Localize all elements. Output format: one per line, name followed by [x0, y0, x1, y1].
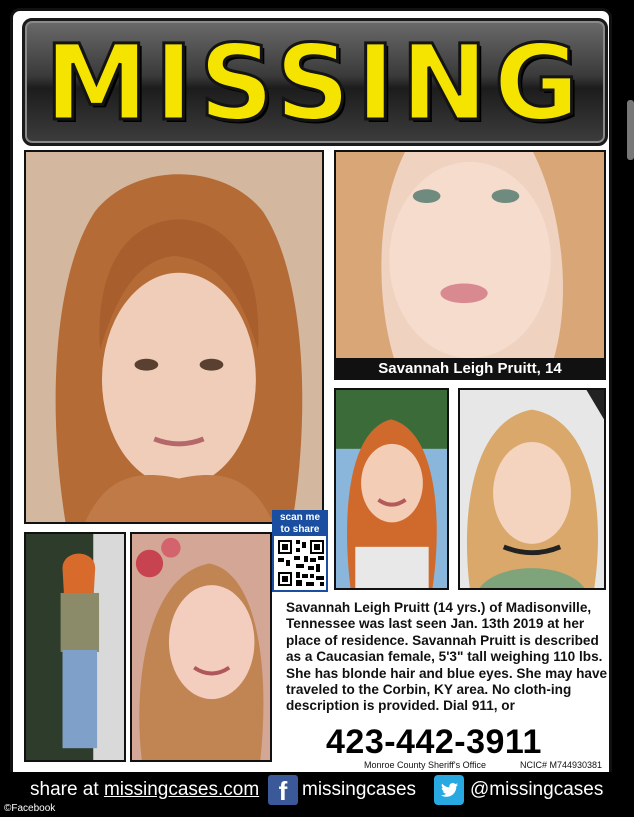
- share-site[interactable]: missingcases.com: [103, 779, 260, 800]
- photo-selfie: [334, 150, 606, 364]
- twitter-icon[interactable]: [434, 775, 464, 805]
- description-text: Savannah Leigh Pruitt (14 yrs.) of Madisonville, Tennessee was last seen Jan. 13th 2019 at her place of residence. Savannah Pruitt is described as a Caucasian female, 5'3" tall weighing 110 lbs. She has blonde hair and blue eyes. She may have traveled to the Corbin, KY area. No cloth-ing description is provided. Dial 911, or: [286, 600, 608, 714]
- twitter-bird-icon: [434, 775, 464, 805]
- photo-full-body: [24, 532, 126, 762]
- share-prefix: share at: [30, 779, 104, 800]
- photo-floral: [130, 532, 272, 762]
- missing-banner: [22, 18, 608, 146]
- scrollbar-thumb[interactable]: [627, 100, 634, 160]
- ncic-number: NCIC# M744930381: [520, 760, 603, 770]
- facebook-handle[interactable]: missingcases: [302, 779, 417, 800]
- phone-number[interactable]: 423-442-3911: [326, 723, 542, 761]
- agency-name: Monroe County Sheriff's Office: [364, 760, 486, 770]
- photo-choker: [458, 388, 606, 590]
- share-link[interactable]: [30, 779, 259, 801]
- qr-label-line2: to share: [274, 524, 326, 536]
- facebook-icon[interactable]: f: [268, 775, 298, 805]
- photo-main-portrait: [24, 150, 324, 524]
- photo-outdoor: [334, 388, 449, 590]
- photo-credit: ©Facebook: [4, 803, 56, 814]
- qr-label-line1: scan me: [274, 512, 326, 524]
- qr-share-box[interactable]: [272, 510, 328, 592]
- twitter-handle[interactable]: @missingcases: [470, 779, 604, 800]
- qr-code-icon[interactable]: [278, 540, 324, 586]
- name-caption: Savannah Leigh Pruitt, 14: [334, 358, 606, 380]
- banner-title: MISSING: [44, 22, 586, 144]
